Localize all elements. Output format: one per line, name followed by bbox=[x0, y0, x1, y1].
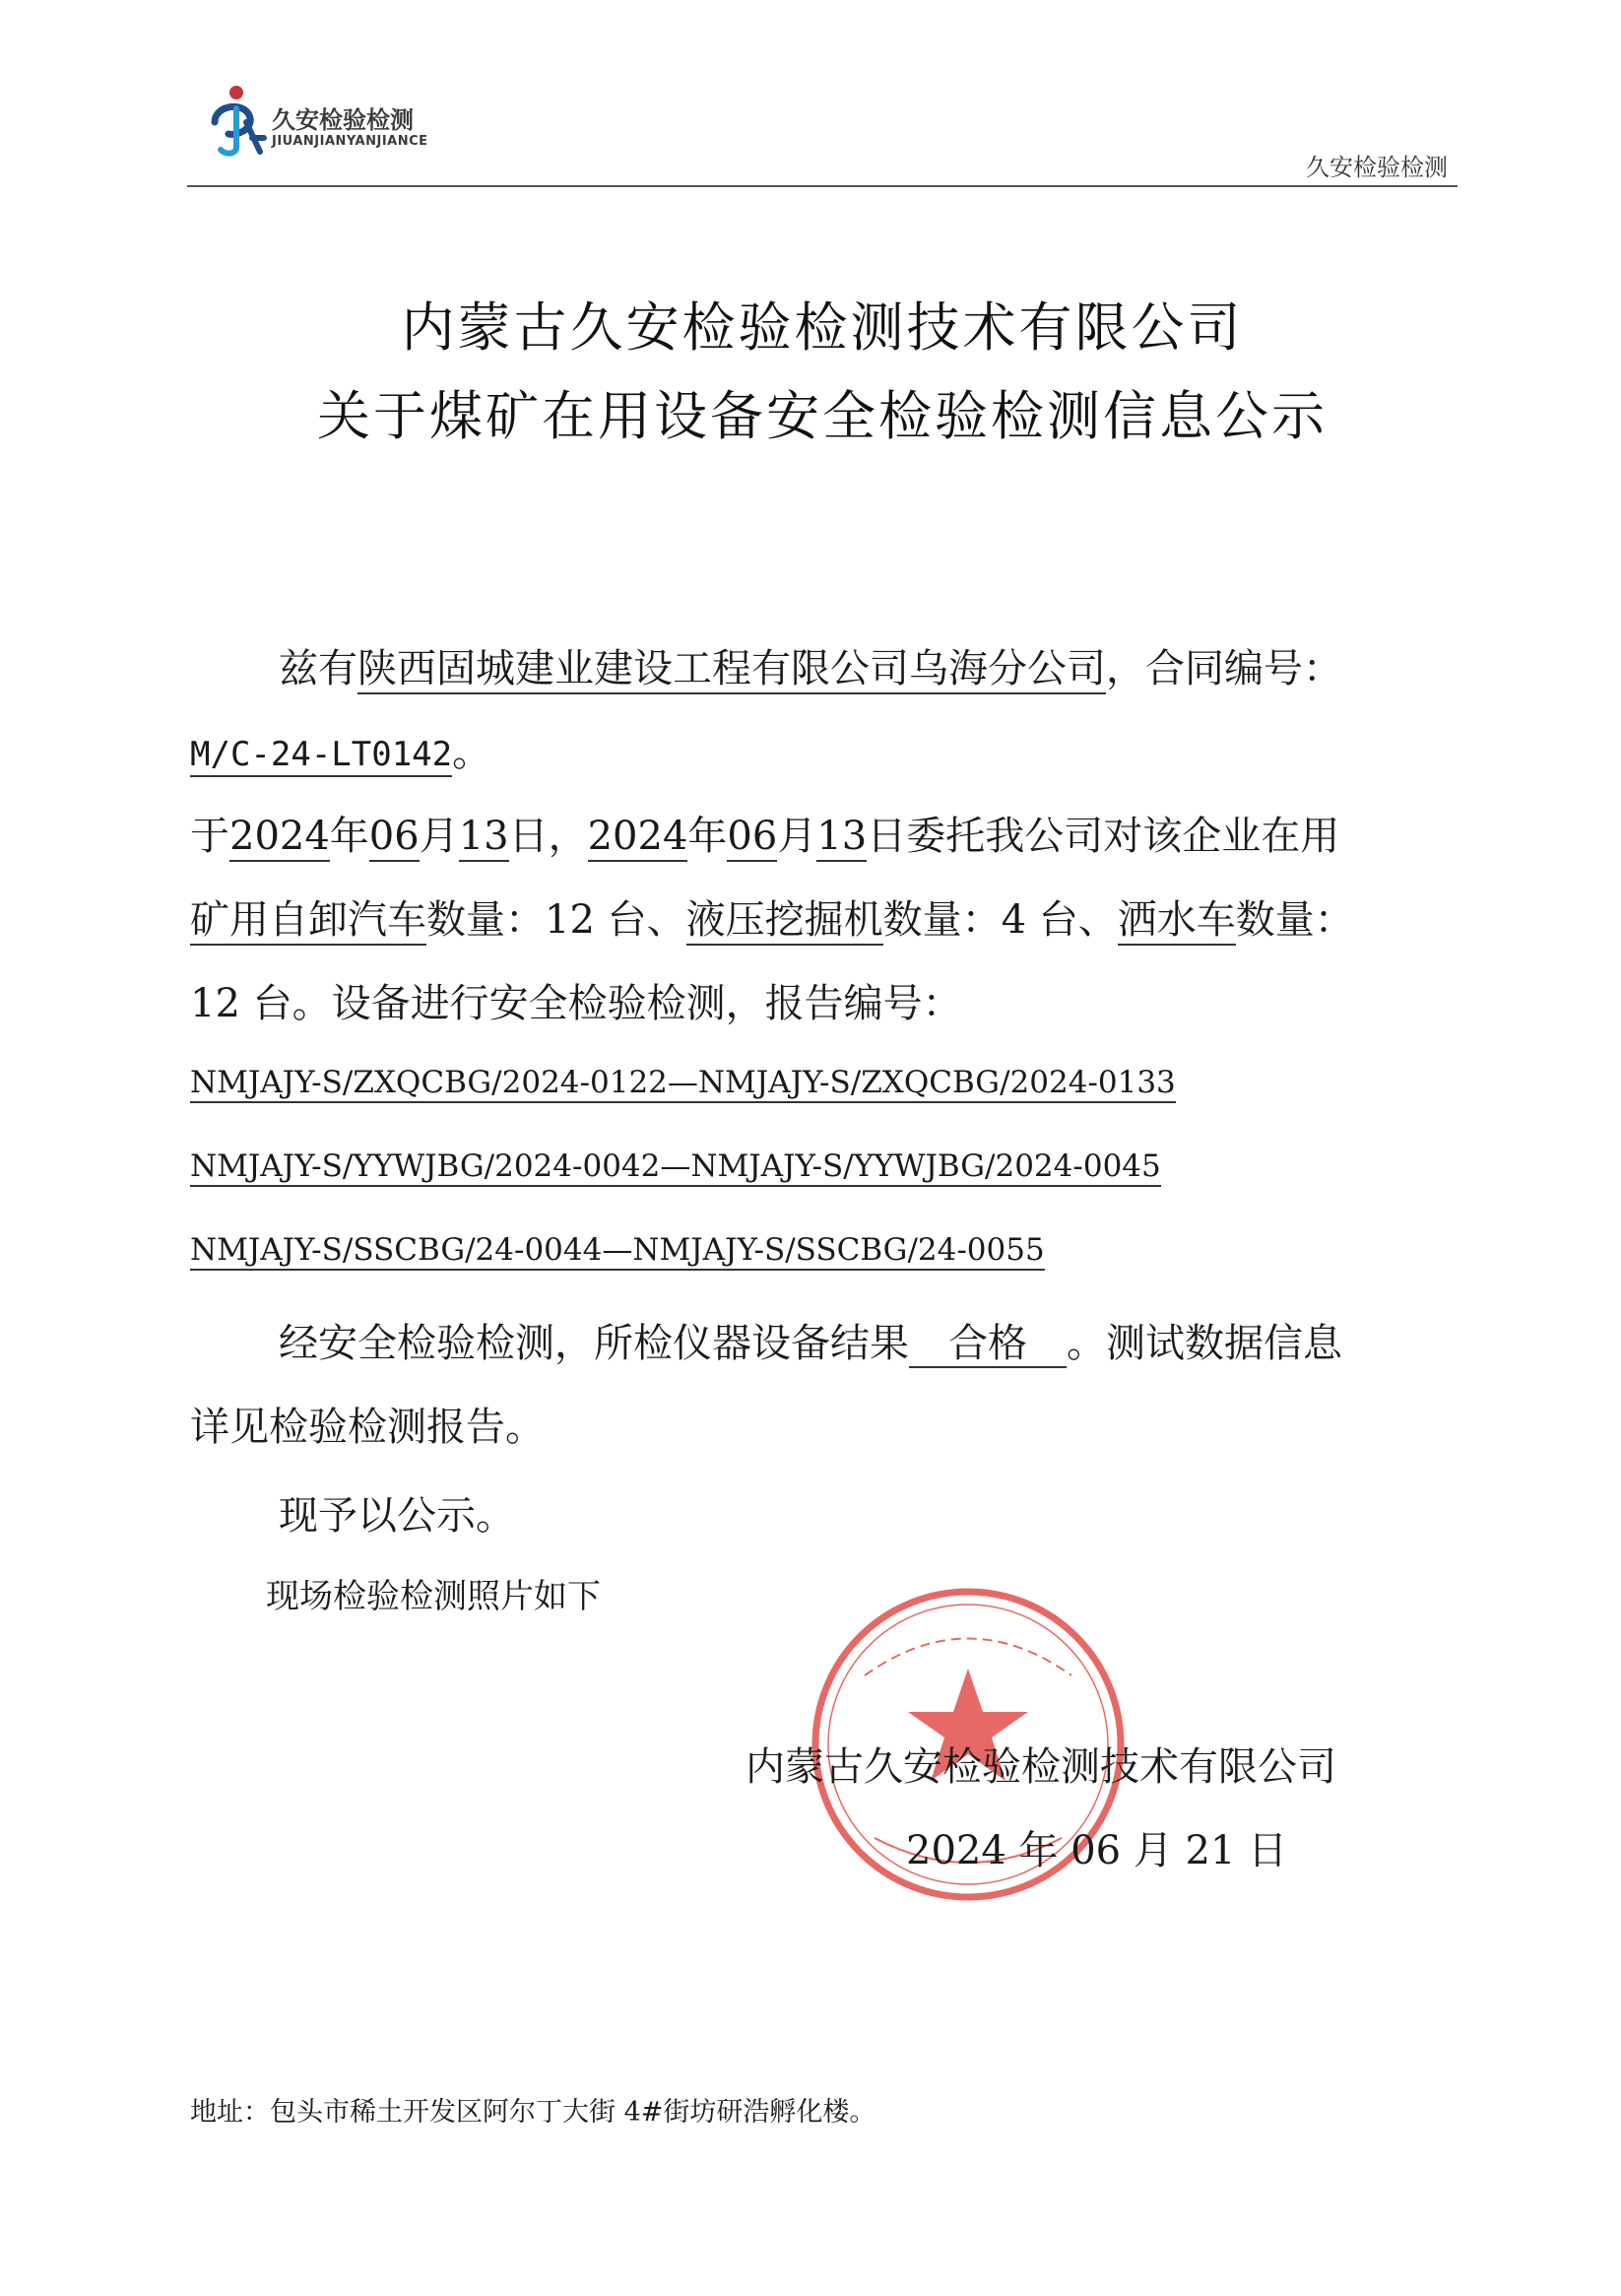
announcement-line: 现予以公示。 bbox=[279, 1493, 515, 1539]
photos-note: 现场检验检测照片如下 bbox=[266, 1577, 601, 1616]
footer-address: 地址：包头市稀土开发区阿尔丁大街 4#街坊研浩孵化楼。 bbox=[190, 2097, 876, 2128]
contract-number: M/C-24-LT0142 bbox=[190, 735, 452, 777]
equipment-excavator: 液压挖掘机 bbox=[686, 897, 883, 946]
document-title-line2: 关于煤矿在用设备安全检验检测信息公示 bbox=[317, 385, 1328, 447]
period: 。 bbox=[452, 730, 492, 775]
signature-company: 内蒙古久安检验检测技术有限公司 bbox=[746, 1744, 1336, 1790]
text-yue2: 月 bbox=[777, 814, 817, 859]
result-line-2: 详见检验检测报告。 bbox=[190, 1405, 545, 1450]
header-divider bbox=[187, 185, 1458, 187]
result-value: 合格 bbox=[909, 1321, 1067, 1368]
text-yue: 月 bbox=[419, 814, 459, 859]
equipment-water-truck-qty: 数量： bbox=[1235, 897, 1354, 943]
paragraph-client bbox=[279, 637, 1342, 693]
equipment-line bbox=[190, 888, 1354, 945]
signature-date: 2024 年 06 月 21 日 bbox=[906, 1828, 1288, 1873]
entrust-date-line bbox=[190, 805, 1339, 861]
report-number-1: NMJAJY-S/ZXQCBG/2024-0122—NMJAJY-S/ZXQCBG/2024-0133 bbox=[190, 1066, 1176, 1103]
text-yu: 于 bbox=[190, 814, 229, 859]
text-nian2: 年 bbox=[687, 814, 728, 859]
client-company: 陕西固城建业建设工程有限公司乌海分公司 bbox=[357, 646, 1106, 694]
equipment-water-truck: 洒水车 bbox=[1118, 897, 1236, 946]
equipment-dump-truck-qty: 数量：12 台、 bbox=[426, 897, 686, 943]
text-ri: 日， bbox=[508, 814, 588, 859]
report-number-2: NMJAJY-S/YYWJBG/2024-0042—NMJAJY-S/YYWJBG/2024-0045 bbox=[190, 1149, 1161, 1187]
text-entrust: 日委托我公司对该企业在用 bbox=[867, 814, 1340, 859]
start-year: 2024 bbox=[229, 814, 330, 862]
end-month: 06 bbox=[727, 814, 777, 862]
text-nian: 年 bbox=[329, 814, 369, 859]
end-year: 2024 bbox=[588, 814, 688, 862]
header-company-name: 久安检验检测 bbox=[1306, 154, 1448, 181]
end-day: 13 bbox=[816, 814, 867, 862]
result-prefix: 经安全检验检测，所检仪器设备结果 bbox=[279, 1321, 909, 1366]
contract-number-line bbox=[190, 721, 491, 777]
company-logo bbox=[207, 79, 463, 158]
text-suffix: ，合同编号： bbox=[1106, 646, 1342, 691]
logo-mark-icon bbox=[207, 79, 270, 158]
equipment-excavator-qty: 数量：4 台、 bbox=[882, 897, 1118, 943]
equipment-dump-truck: 矿用自卸汽车 bbox=[190, 897, 426, 946]
report-intro-line: 12 台。设备进行安全检验检测，报告编号： bbox=[190, 981, 962, 1026]
text-prefix: 兹有 bbox=[279, 646, 357, 691]
start-day: 13 bbox=[459, 814, 509, 862]
logo-chinese-text: 久安检验检测 bbox=[272, 106, 414, 134]
document-title-line1: 内蒙古久安检验检测技术有限公司 bbox=[401, 296, 1244, 359]
result-suffix: 。测试数据信息 bbox=[1067, 1321, 1342, 1366]
report-number-3: NMJAJY-S/SSCBG/24-0044—NMJAJY-S/SSCBG/24-0055 bbox=[190, 1233, 1045, 1271]
logo-english-text: JIUANJIANYANJIANCE bbox=[272, 134, 428, 149]
result-line bbox=[279, 1312, 1342, 1368]
start-month: 06 bbox=[369, 814, 420, 862]
